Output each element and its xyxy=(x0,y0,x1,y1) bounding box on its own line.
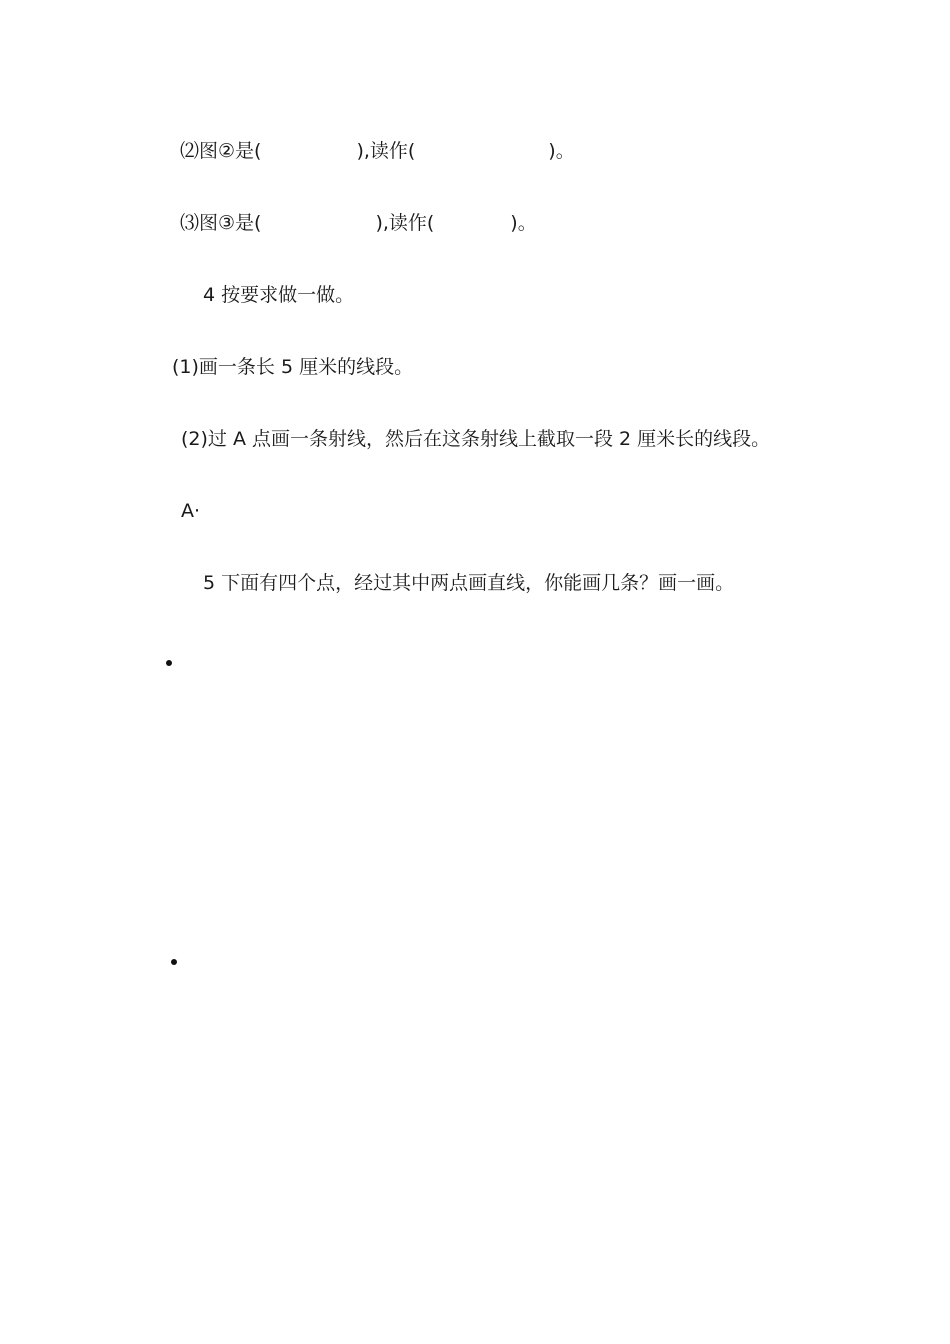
question-3-part-3: ⑶图③是( ),读作( )。 xyxy=(180,212,537,234)
question-3-part-2: ⑵图②是( ),读作( )。 xyxy=(180,140,575,162)
question-4-part-2: (2)过 A 点画一条射线，然后在这条射线上截取一段 2 厘米长的线段。 xyxy=(181,428,771,450)
question-4-title: 4 按要求做一做。 xyxy=(203,284,355,306)
question-4-part-1: (1)画一条长 5 厘米的线段。 xyxy=(172,356,414,378)
point-a-label: A· xyxy=(181,500,201,522)
point-dot-2 xyxy=(171,959,177,965)
question-5-title: 5 下面有四个点，经过其中两点画直线，你能画几条？画一画。 xyxy=(203,572,735,594)
point-dot-1 xyxy=(166,660,172,666)
